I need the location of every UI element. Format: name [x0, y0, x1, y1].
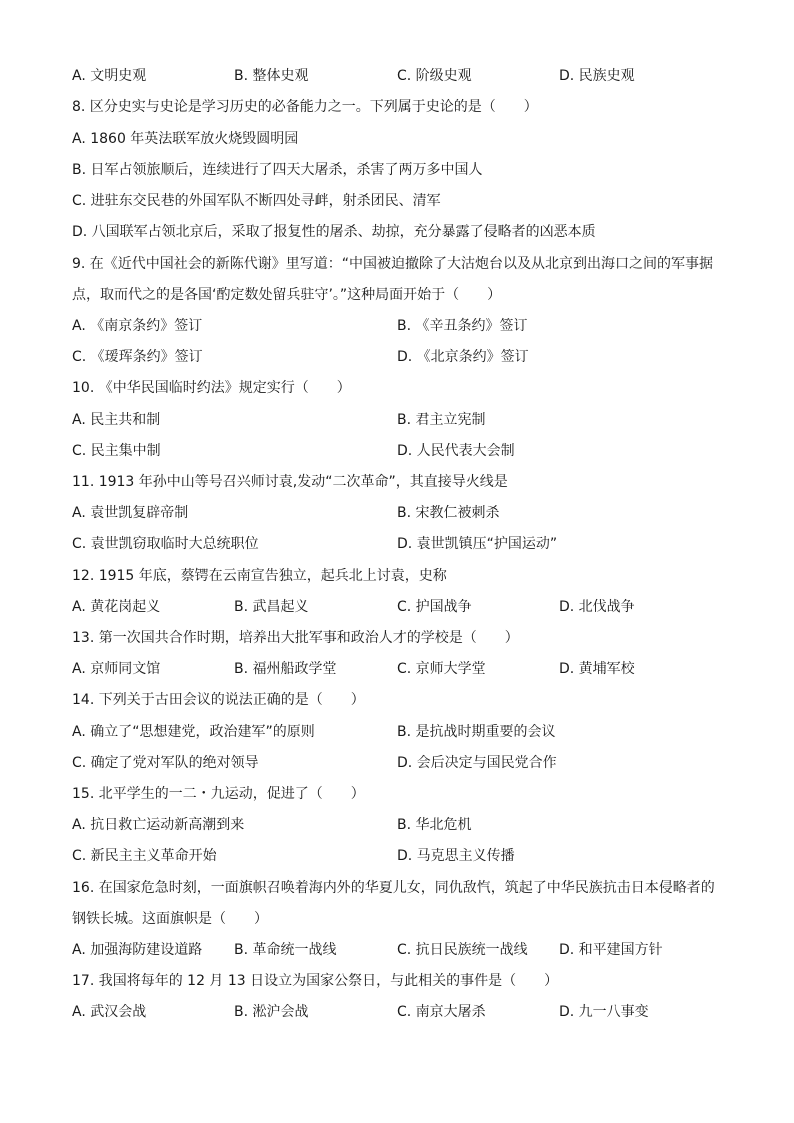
q8-stem: 8. 区分史实与史论是学习历史的必备能力之一。下列属于史论的是（ ）: [72, 99, 538, 115]
q16-stem-line2: 钢铁长城。这面旗帜是（ ）: [72, 911, 268, 927]
q13-option-b: B. 福州船政学堂: [234, 661, 337, 677]
q16-option-a: A. 加强海防建设道路: [72, 942, 203, 958]
q15-options-row1: [72, 815, 732, 835]
q16-options: [72, 940, 732, 960]
q11-option-d: D. 袁世凯镇压“护国运动”: [397, 536, 558, 552]
q11-option-c: C. 袁世凯窃取临时大总统职位: [72, 536, 259, 552]
q15-option-c: C. 新民主主义革命开始: [72, 848, 217, 864]
q7-option-a: A. 文明史观: [72, 68, 147, 84]
q9-option-c: C. 《瑷珲条约》签订: [72, 349, 203, 365]
q12-option-d: D. 北伐战争: [559, 599, 635, 615]
q7-options: [72, 66, 732, 86]
q13-options: [72, 659, 732, 679]
q8-option-a: A. 1860 年英法联军放火烧毁圆明园: [72, 131, 299, 147]
q17-options: [72, 1002, 732, 1022]
q11-options-row2: [72, 534, 732, 554]
q13-option-c: C. 京师大学堂: [397, 661, 486, 677]
q14-option-d: D. 会后决定与国民党合作: [397, 755, 557, 771]
q7-option-c: C. 阶级史观: [397, 68, 472, 84]
q7-option-b: B. 整体史观: [234, 68, 309, 84]
q9-options-row2: [72, 347, 732, 367]
q13-option-a: A. 京师同文馆: [72, 661, 161, 677]
q15-stem: 15. 北平学生的一二・九运动，促进了（ ）: [72, 786, 365, 802]
q10-stem: 10. 《中华民国临时约法》规定实行（ ）: [72, 380, 351, 396]
q9-option-b: B. 《辛丑条约》签订: [397, 318, 528, 334]
q12-stem: 12. 1915 年底，蔡锷在云南宣告独立，起兵北上讨袁，史称: [72, 568, 447, 584]
q13-option-d: D. 黄埔军校: [559, 661, 635, 677]
q14-options-row2: [72, 753, 732, 773]
q17-stem: 17. 我国将每年的 12 月 13 日设立为国家公祭日，与此相关的事件是（ ）: [72, 973, 559, 989]
q14-options-row1: [72, 722, 732, 742]
q15-option-d: D. 马克思主义传播: [397, 848, 515, 864]
q16-option-c: C. 抗日民族统一战线: [397, 942, 528, 958]
q12-options: [72, 597, 732, 617]
q12-option-c: C. 护国战争: [397, 599, 472, 615]
q9-option-d: D. 《北京条约》签订: [397, 349, 529, 365]
q13-stem: 13. 第一次国共合作时期，培养出大批军事和政治人才的学校是（ ）: [72, 630, 519, 646]
q11-option-a: A. 袁世凯复辟帝制: [72, 505, 189, 521]
q8-option-c: C. 进驻东交民巷的外国军队不断四处寻衅，射杀团民、清军: [72, 193, 441, 209]
q14-option-c: C. 确定了党对军队的绝对领导: [72, 755, 259, 771]
q11-options-row1: [72, 503, 732, 523]
q8-option-d: D. 八国联军占领北京后，采取了报复性的屠杀、劫掠，充分暴露了侵略者的凶恶本质: [72, 224, 596, 240]
q16-option-d: D. 和平建国方针: [559, 942, 663, 958]
q17-option-b: B. 淞沪会战: [234, 1004, 309, 1020]
q11-stem: 11. 1913 年孙中山等号召兴师讨袁,发动“二次革命”，其直接导火线是: [72, 474, 508, 490]
q9-option-a: A. 《南京条约》签订: [72, 318, 203, 334]
q15-option-b: B. 华北危机: [397, 817, 472, 833]
q11-option-b: B. 宋教仁被刺杀: [397, 505, 500, 521]
q10-options-row1: [72, 410, 732, 430]
q14-option-a: A. 确立了“思想建党，政治建军”的原则: [72, 724, 315, 740]
q10-option-a: A. 民主共和制: [72, 412, 161, 428]
q7-option-d: D. 民族史观: [559, 68, 635, 84]
q17-option-c: C. 南京大屠杀: [397, 1004, 486, 1020]
q10-option-d: D. 人民代表大会制: [397, 443, 515, 459]
q10-option-b: B. 君主立宪制: [397, 412, 486, 428]
q16-option-b: B. 革命统一战线: [234, 942, 337, 958]
q10-options-row2: [72, 441, 732, 461]
q10-option-c: C. 民主集中制: [72, 443, 161, 459]
q9-stem-line1: 9. 在《近代中国社会的新陈代谢》里写道：“中国被迫撤除了大沽炮台以及从北京到出海口之间的军事据: [72, 256, 714, 272]
q12-option-a: A. 黄花岗起义: [72, 599, 161, 615]
q14-option-b: B. 是抗战时期重要的会议: [397, 724, 556, 740]
q15-option-a: A. 抗日救亡运动新高潮到来: [72, 817, 245, 833]
q14-stem: 14. 下列关于古田会议的说法正确的是（ ）: [72, 692, 365, 708]
q16-stem-line1: 16. 在国家危急时刻，一面旗帜召唤着海内外的华夏儿女，同仇敌忾，筑起了中华民族抗击日本侵略者的: [72, 880, 715, 896]
q17-option-a: A. 武汉会战: [72, 1004, 147, 1020]
q9-stem-line2: 点，取而代之的是各国‘酌定数处留兵驻守’。”这种局面开始于（ ）: [72, 287, 502, 303]
q12-option-b: B. 武昌起义: [234, 599, 309, 615]
q8-option-b: B. 日军占领旅顺后，连续进行了四天大屠杀，杀害了两万多中国人: [72, 162, 483, 178]
q9-options-row1: [72, 316, 732, 336]
q17-option-d: D. 九一八事变: [559, 1004, 649, 1020]
q15-options-row2: [72, 846, 732, 866]
